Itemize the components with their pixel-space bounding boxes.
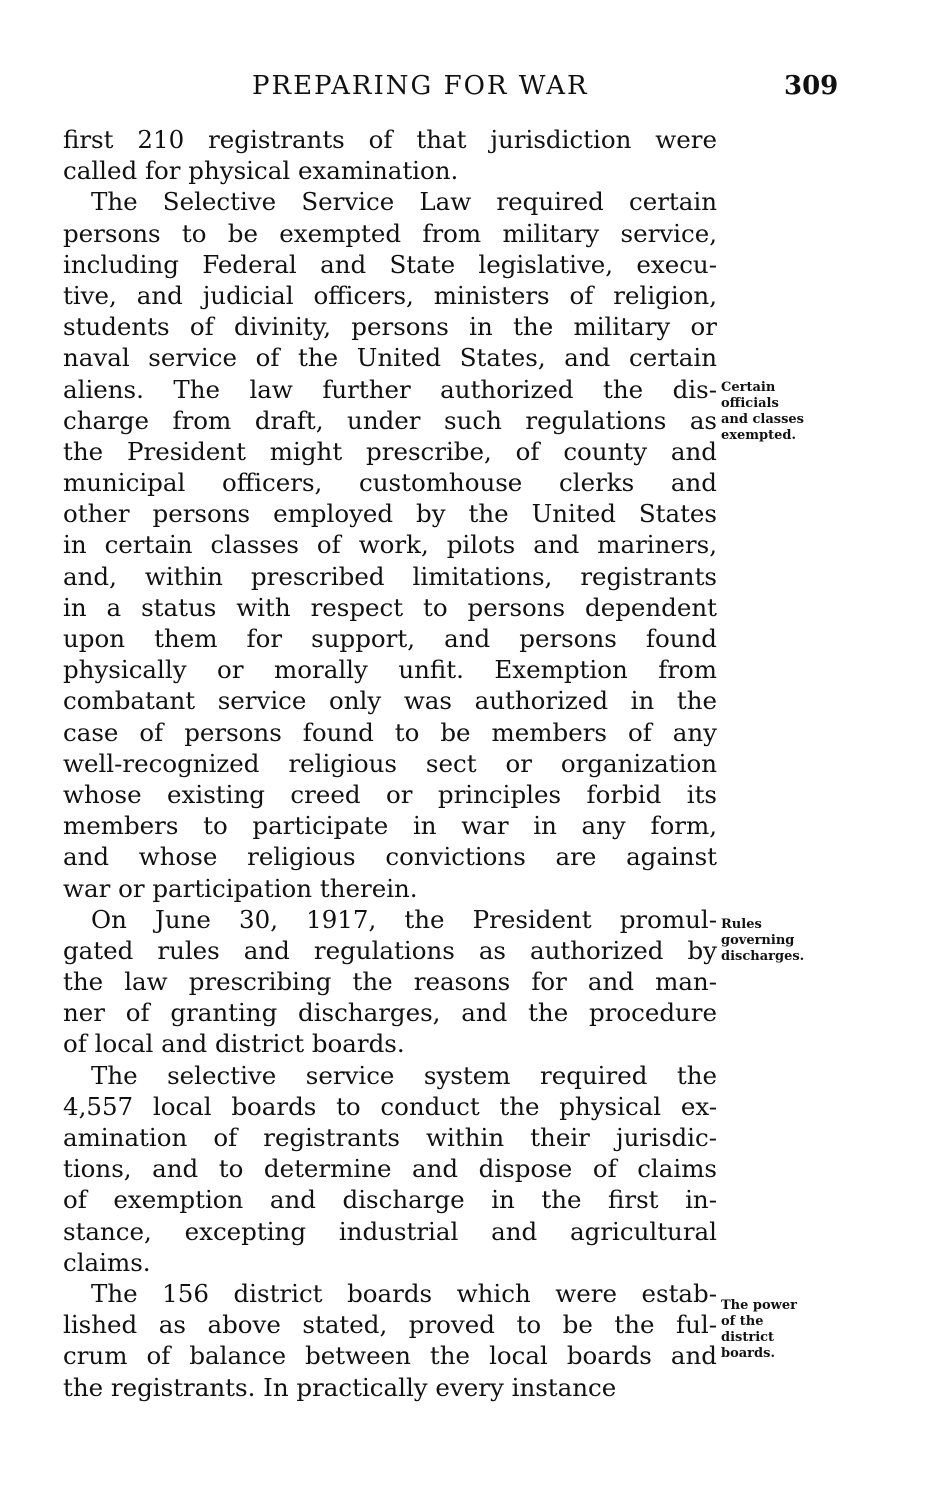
sidenote-line: district [721,1330,775,1345]
text-line: other persons employed by the United States [63,499,717,529]
page-header [0,66,950,106]
text-line: war or participation therein. [63,873,418,903]
sidenote-line: Certain [721,380,776,395]
sidenote-exempted [721,380,836,444]
sidenote-line: and classes [721,412,804,427]
text-line: gated rules and regulations as authorized by [63,935,717,965]
sidenote-line: exempted. [721,428,797,443]
text-line: The 156 district boards which were estab- [91,1278,717,1308]
text-line: stance, excepting industrial and agricultural [63,1216,717,1246]
text-line: the registrants. In practically every instance [63,1372,617,1402]
text-line: including Federal and State legislative, execu- [63,249,717,279]
text-line: physically or morally unfit. Exemption from [63,655,717,685]
running-title: PREPARING FOR WAR [252,71,589,101]
text-line: in certain classes of work, pilots and mariners, [63,530,717,560]
text-line: crum of balance between the local boards and [63,1341,717,1371]
text-line: of exemption and discharge in the first in- [63,1185,717,1215]
text-line: claims. [63,1247,151,1277]
text-line: and whose religious convictions are against [63,842,717,872]
text-line: the President might prescribe, of county and [63,436,717,466]
text-line: whose existing creed or principles forbid its [63,779,717,809]
text-line: The Selective Service Law required certain [91,187,717,217]
sidenote-line: Rules [721,917,762,932]
text-line: charge from draft, under such regulations as [63,405,717,435]
text-line: municipal officers, customhouse clerks and [63,468,717,498]
text-line: first 210 registrants of that jurisdiction were [63,125,717,154]
text-line: aliens. The law further authorized the dis- [63,374,717,404]
text-line: upon them for support, and persons found [63,624,717,653]
text-line: and, within prescribed limitations, registrants [63,561,717,591]
sidenote-line: boards. [721,1346,775,1361]
text-line: called for physical examination. [63,156,459,186]
text-line: 4,557 local boards to conduct the physical ex- [63,1091,717,1121]
page-number: 309 [784,71,839,101]
text-line: ner of granting discharges, and the procedure [63,998,717,1028]
body-text [63,124,717,1403]
sidenote-line: The power [721,1298,797,1313]
text-line: On June 30, 1917, the President promul- [91,904,717,934]
sidenote-line: of the [721,1314,764,1329]
text-line: students of divinity, persons in the military or [63,312,717,342]
text-line: members to participate in war in any form, [63,811,717,841]
text-line: amination of registrants within their jurisdic- [63,1123,717,1152]
sidenote-discharges [721,917,836,965]
text-line: the law prescribing the reasons for and man- [63,967,717,997]
text-line: naval service of the United States, and certain [63,343,717,373]
text-line: lished as above stated, proved to be the ful- [63,1310,717,1340]
text-line: The selective service system required the [91,1060,717,1090]
text-line: of local and district boards. [63,1029,405,1059]
text-line: in a status with respect to persons dependent [63,592,717,622]
sidenote-district-boards [721,1298,836,1362]
sidenote-line: discharges. [721,949,805,964]
text-line: combatant service only was authorized in the [63,686,717,716]
sidenote-line: governing [721,933,795,948]
text-line: well-recognized religious sect or organization [63,748,717,778]
text-line: tions, and to determine and dispose of claims [63,1154,717,1184]
text-line: tive, and judicial officers, ministers of religion, [63,280,717,310]
sidenote-line: officials [721,396,779,411]
text-line: persons to be exempted from military service, [63,218,717,248]
text-line: case of persons found to be members of any [63,717,717,747]
